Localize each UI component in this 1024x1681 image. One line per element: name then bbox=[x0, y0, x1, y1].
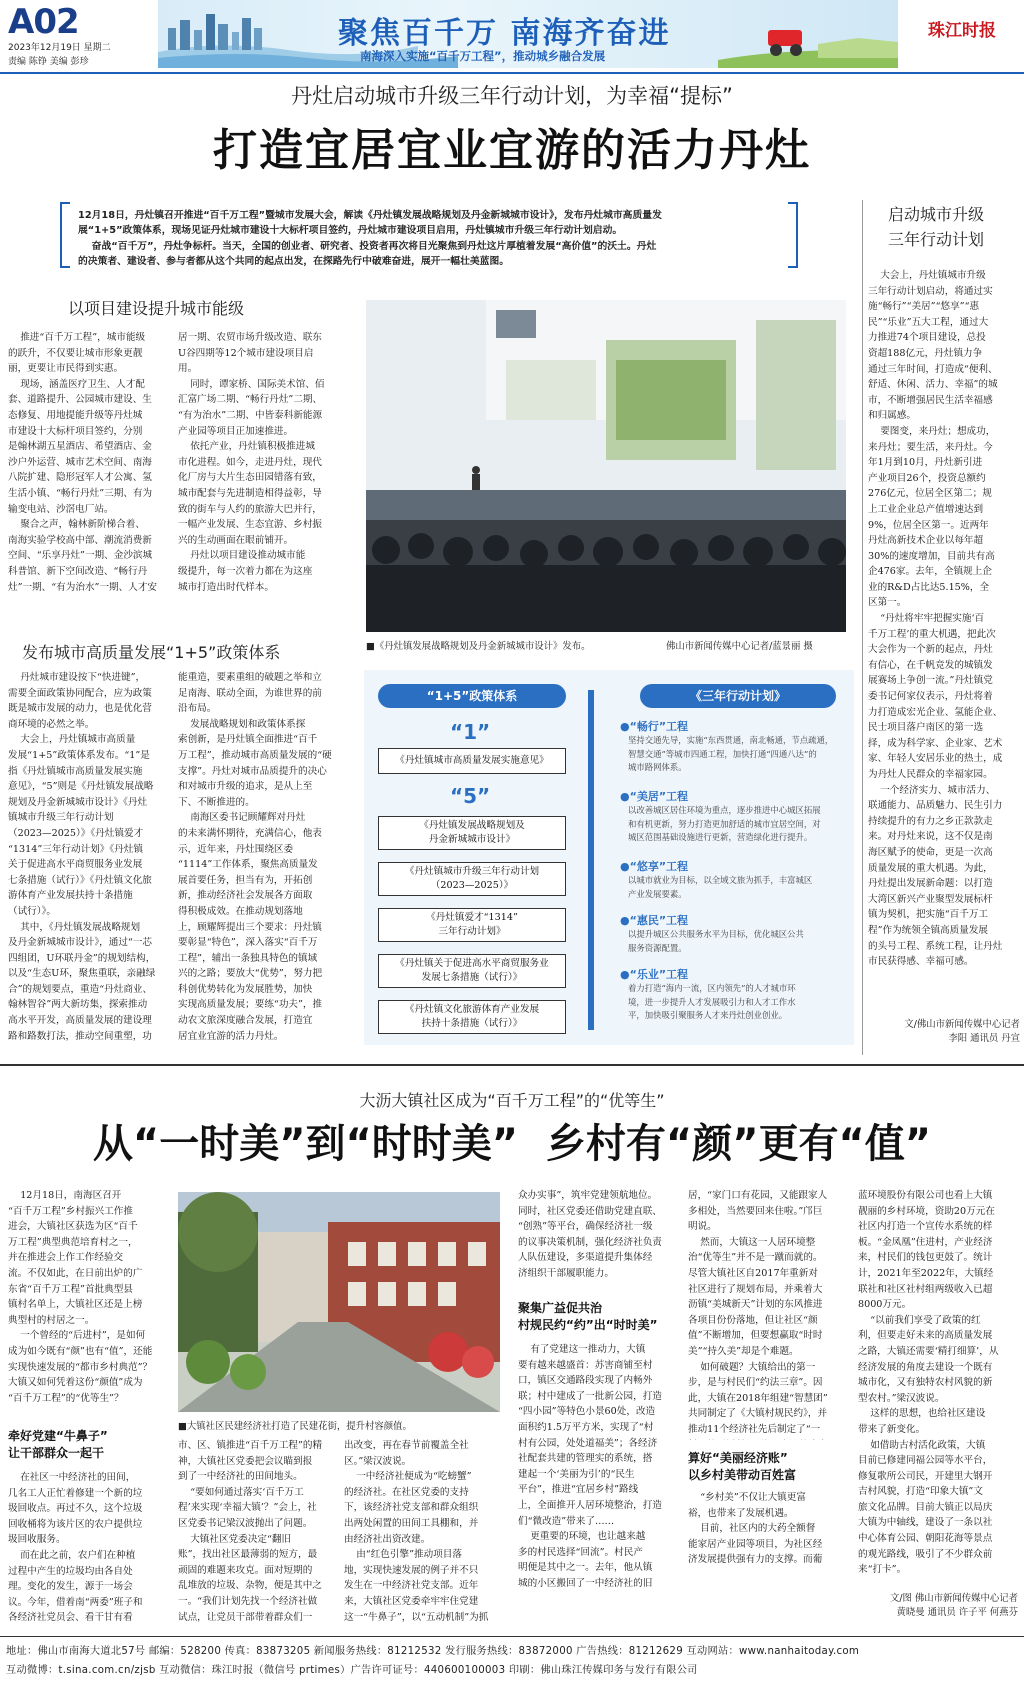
article-divider bbox=[0, 1064, 1024, 1066]
diagram-right-title: 《三年行动计划》 bbox=[640, 684, 836, 708]
photo2-caption: ■大镇社区民建经济社打造了民建花街，提升村容颜值。 bbox=[178, 1421, 412, 1432]
sidebar-byline: 文/佛山市新闻传媒中心记者 李阳 通讯员 丹宣 bbox=[904, 1019, 1020, 1044]
article1-sec2-col1: 丹灶城市建设按下“快进键”， 需要全面政策协同配合，应为政策 既是城市发展的动力，也是优化营 商环境的必然之举。 大会上，丹灶镇城市高质量 发展“1+5”政策体系发布。“1”是 指《丹灶镇城市高质量发展实施 意见》，“5”则是《丹灶镇发展战略 规划及丹金新城城市设计》《丹灶 镇城市升级三年行动计划 （2023—2025）》《丹灶镇爱才 “1314”三年行动计划》《丹灶镇 关于促进高水平商贸服务业发展 七条措施（试行）》《丹灶镇文化旅 游体育产业发展扶持十条措施 （试行）》。 其中，《丹灶镇发展战略规划 及丹金新城城市设计》，通过“一芯 四组团，U环联丹金”的规划结构， 以及“生态U环，聚焦重联，亲融绿 合”的规划要点，重造“丹灶商业、 翰林智谷”两大新坊集，探索推动 高水平开发，高质量发展的建设理 路和路数打法，推动空间重塑，功 bbox=[8, 672, 156, 1042]
article2-kicker: 大沥大镇社区成为“百千万工程”的“优等生” bbox=[359, 1091, 665, 1110]
plan-desc-3: 以城市就业为目标，以全域文旅为抓手，丰富城区 产业发展要素。 bbox=[628, 875, 813, 899]
section-heading-2: 发布城市高质量发展“1+5”政策体系 bbox=[22, 643, 281, 662]
article2-subhead-3: 算好“美丽经济账” 以乡村美带动百姓富 bbox=[688, 1451, 797, 1482]
banner-title: 聚焦百千万 南海齐奋进 bbox=[338, 16, 671, 51]
article2-subhead-1: 牵好党建“牛鼻子” 让干部群众一起干 bbox=[8, 1429, 108, 1460]
header-rule bbox=[0, 72, 1024, 74]
policy-box-2-text: 《丹灶镇发展战略规划及 丹金新城城市设计》 bbox=[419, 820, 525, 845]
policy-box-3-text: 《丹灶镇城市升级三年行动计划 （2023—2025）》 bbox=[404, 866, 540, 891]
policy-box-4-text: 《丹灶镇爱才“1314” 三年行动计划》 bbox=[426, 912, 518, 937]
article1-sec1-col1: 推进“百千万工程”，城市能级 的跃升，不仅要让城市形象更靓 丽，更要让市民得到实惠。 现场，涵盖医疗卫生、人才配 套、道路提升、公园城市建设、生 态修复、用地提能升级等丹灶城 市建设十大标杆项目签约，分别 是翰林湖五星酒店、希望酒店、金 沙户外运营、城市艺术空间、南海 八院扩建、隐形冠军人才公寓、氢 生活小镇、“畅行丹灶”三期、有为 输变电站、沙滘电厂站。 聚合之声，翰林新阶梯合着、 南海实验学校高中部、潮流消费新 空间、“乐享丹灶”一期、金沙滨城 科普馆、新下空间改造、“畅行丹 灶”一期、“有为治水”一期、人才安 bbox=[8, 332, 158, 593]
policy-box-1: 《丹灶镇城市高质量发展实施意见》 bbox=[378, 748, 566, 774]
issue-date: 2023年12月19日 星期二 bbox=[8, 43, 111, 53]
photo1-credit: 佛山市新闻传媒中心记者/蓝景丽 摄 bbox=[666, 641, 813, 652]
plan-desc-4: 以提升城区公共服务水平为目标，优化城区公共 服务资源配置。 bbox=[628, 929, 804, 953]
plan-name-1: ●“畅行”工程 bbox=[620, 720, 689, 733]
policy-box-5 bbox=[378, 954, 566, 988]
plan-name-3: ●“悠享”工程 bbox=[620, 860, 689, 873]
sidebar-body: 大会上，丹灶镇城市升级 三年行动计划启动，将通过实 施“畅行”“美居”“悠享”“惠 民”“乐业”五大工程，通过大 力推进74个项目建设，总投 资超188亿元，丹灶镇力争 通过三年时间，打造成“便利、 舒适、休闲、活力、幸福”的城 市，不断增强居民生活幸福感 和归属感。 要图变，来丹灶；想成功， 来丹灶；要生活，来丹灶。今 年1月到10月，丹灶新引进 产业项目26个，投资总额约 276亿元，位居全区第二；规 上工业企业总产值增速达到 9%，位居全区第一。近两年 丹灶高新技术企业以每年超 30%的速度增加，目前共有高 企476家。去年，全镇规上企 业的R&D占比达5.15%，全 区第一。 “丹灶将牢牢把握实施‘百 千万工程’的重大机遇，把此次 大会作为一个新的起点，丹灶 有信心，在千帆竞发的城镇发 展赛场上争创一流。”丹灶镇党 委书记何家仪表示，丹灶将着 力打造成宏光企业、氢能企业、 民士项目落户南区的第一选 择，成为科学家、企业家、艺术 家、年轻人安居乐业的热土，成 为丹灶人民群众的幸福家园。 一个经济实力、城市活力、 联通能力、品质魅力、民生引力 持续提升的有力之乡正款款走 来。对丹灶来说，这不仅是南 海区赋予的使命，更是一次高 质量发展的重大机遇。为此， 丹灶提出发展新命题：以打造 大湾区新兴产业聚型发展标杆 镇为契机，把实施“百千万工 程”作为统领全镇高质量发展 的头号工程、系统工程，让丹灶 市民获得感、幸福可感。 bbox=[868, 270, 1003, 968]
sidebar-rule bbox=[862, 200, 863, 1055]
plan-name-2: ●“美居”工程 bbox=[620, 790, 689, 803]
article1-kicker: 丹灶启动城市升级三年行动计划，为幸福“提标” bbox=[291, 84, 733, 108]
article2-col3: 出改变，再在春节前覆盖全社 区。”梁汉波说。 一中经济社便成为“吃螃蟹” 的经济社。在社区党委的支持 下，该经济社党支部和群众组织 出两处闲置的田间工具棚和，并 由经济社出资改建。 由“红色引擎”推动项目落 地，实现快速发展的例子并不只 发生在一中经济社党支部。近年 来，大镇社区党委牵牢牢住党建 这一“牛鼻子”，以“五动机制”为抓 bbox=[344, 1440, 489, 1623]
footer-publish-line: 互动微博：t.sina.com.cn/zjsb 互动微信：珠江时报（微信号 prtimes）广告许可证号：440600100003 印刷：佛山珠江传媒印务与发行有限公司 bbox=[6, 1665, 698, 1676]
plan-name-5: ●“乐业”工程 bbox=[620, 968, 689, 981]
diagram-left-title: “1+5”政策体系 bbox=[378, 684, 566, 708]
policy-box-6 bbox=[378, 1000, 566, 1034]
article2-col3-top: 众办实事”，筑牢党建领航地位。 同时，社区党委还借助党建直联、 “创熟”等平台，确保经济社一级 的议事决策机制，强化经济社负责 人队伍建设，多渠道提升集体经 济组织干部履职能力。 bbox=[518, 1190, 662, 1279]
policy-box-5-text: 《丹灶镇关于促进高水平商贸服务业 发展七条措施（试行）》 bbox=[395, 958, 549, 983]
article2-col4: 居，“家门口有花园，又能跟家人 多相处，当然要回来住啦。”邝巨 明说。 然而，大镇这一人居环境整 治“优等生”并不是一蹴而就的。 尽管大镇社区自2017年重新对 社区进行了规划布局，并乘着大 沥镇“美城新天”计划的东风推进 各项目份份落地，但让社区“颜 值”不断增加，但要想赢取“时时 美”“持久美”却是个难题。 如何破题？大镇给出的第一 步，是与村民们“约法三章”。因 此，大镇在2018年组建“智慧团” 共同制定了《大镇村规民约》，并 推动11个经济社先后制定了“一 bbox=[688, 1190, 828, 1435]
banner-subtitle: 南海深入实施“百千万工程”，推动城乡融合发展 bbox=[360, 49, 606, 63]
plan-desc-5: 着力打造“海内一流，区内领先”的人才城市环 境，进一步提升人才发展吸引力和人才工作水 平，加快吸引聚服务人才来丹灶创业创业。 bbox=[628, 983, 796, 1021]
editor-credit: 责编 陈铮 美编 彭珍 bbox=[8, 57, 89, 67]
sidebar-title: 启动城市升级 三年行动计划 bbox=[888, 205, 985, 249]
footer-rule bbox=[0, 1636, 1024, 1637]
section-heading-1: 以项目建设提升城市能级 bbox=[68, 299, 245, 318]
newspaper-masthead: 珠江时报 bbox=[928, 21, 996, 41]
lead-bracket-left bbox=[60, 202, 70, 268]
page-number: A02 bbox=[8, 2, 79, 42]
article1-sec2-col2: 能重造，要素重组的破题之举和立 足南海、联动全面，为谁世界的前 沿布局。 发展战略规划和政策体系探 索创新，是丹灶镇全面推进“百千 万工程”，推动城市高质量发展的“硬 支撑”。丹灶对城市品质提升的决心 和对城市升级的追求，是从上至 下、不断推进的。 南海区委书记顾耀辉对丹灶 的未来满怀期待，充满信心，他表 示，近年来，丹灶围绕区委 “1114”工作体系，聚焦高质量发 展首要任务，担当有为，开拓创 新，推动经济社会发展各方面取 得积极成效。在推动规划落地 上，顾耀辉提出三个要求：丹灶镇 要彰显“特色”，深入落实“百千万 工程”，辅出一条独具特色的镇域 兴的之路；要放大“优势”，努力把 科创优势转化为发展胜势，加快 实现高质量发展；要练“功夫”，推 动农文旅深度融合发展，打造宜 居宜业宜游的活力丹灶。 bbox=[178, 672, 332, 1042]
diagram-label-5: “5” bbox=[450, 784, 491, 808]
article1-headline: 打造宜居宜业宜游的活力丹灶 bbox=[213, 125, 811, 176]
article2-headline: 从“一时美”到“时时美” 乡村有“颜”更有“值” bbox=[92, 1121, 932, 1167]
photo-conference-stage bbox=[366, 300, 846, 632]
policy-box-2 bbox=[378, 816, 566, 850]
diagram-label-1: “1” bbox=[450, 720, 491, 744]
footer-contact-line: 地址：佛山市南海大道北57号 邮编：528200 传真：83873205 新闻服务热线：81212532 发行服务热线：83872000 广告热线：81212629 互动网站：www.nanhaitoday.com bbox=[6, 1646, 860, 1657]
diagram-spine bbox=[588, 690, 594, 1030]
article2-col2b: 市、区、镇推进“百千万工程”的精 神，大镇社区党委把会议瞄到报 到了一中经济社的田间地头。 “要如何通过落实‘百千万工 程’来实现‘幸福大镇’？”会上，社 区党委书记梁汉波抛出了问题。 大镇社区党委决定“翻旧 账”，找出社区最薄弱的短方，最 顽固的难题来攻克。面对短期的 乱堆放的垃圾、杂物，便是其中之 一。“我们计划先找一个经济社做 试点，让党员干部带着群众们一 bbox=[178, 1440, 323, 1623]
policy-box-4 bbox=[378, 908, 566, 942]
photo-village-street bbox=[178, 1192, 500, 1412]
village-street-illustration bbox=[178, 1192, 500, 1412]
photo1-caption: ■《丹灶镇发展战略规划及丹金新城城市设计》发布。 bbox=[366, 641, 591, 652]
article2-col4b: “乡村美”不仅让大镇更富 裕，也带来了发展机遇。 目前，社区内的大药全额督 能家居产业园等项目，为社区经 济发展提供强有力的支撑。而葡 bbox=[688, 1492, 823, 1566]
stage-photo-illustration bbox=[366, 300, 846, 632]
plan-desc-2: 以改善城区居住环境为重点，逐步推进中心城区拓展 和有机更新，努力打造更加舒适的城市宜居空间，对 城区范围基础设施进行更新，营造绿化进行提升。 bbox=[628, 805, 821, 843]
article2-subhead-2: 聚集广益促共治 村规民约“约”出“时时美” bbox=[518, 1301, 658, 1332]
article2-col1b: 在社区一中经济社的田间， 几名工人正忙着修建一个新的垃 圾回收点。再过不久，这个垃圾 回收桶将为该片区的农户提供垃 圾回收服务。 而在此之前，农户们在种植 过程中产生的垃圾均由各自处 理。变化的发生，源于一场会 议。今年，借着南“两委”班子和 各经济社党员会、看干甘有看 bbox=[8, 1472, 143, 1624]
article1-sec1-col2: 居一期、农贸市场升级改造、联东 U谷四期等12个城市建设项目启 用。 同时，谭家桥、国际美术馆、佰 汇富广场二期、“畅行丹灶”二期、 “有为治水”二期、中皆泰科新能源 产业园等项目正加速推进。 依托产业，丹灶镇积极推进城 市化进程。如今，走进丹灶，现代 化厂房与大片生态田园错落有致， 城市配套与先进制造相得益彰，导 致的街车与人约的旅游大巴并行， 一幅产业发展、生态宜游、乡村振 兴的生动画面在眼前铺开。 丹灶以项目建设推动城市能 级提升，每一次着力都在为这座 城市打造出时代样本。 bbox=[178, 332, 325, 593]
plan-desc-1: 坚持交通先导，实施“东西贯通，南北畅通，节点疏通， 智慧交通”等城市四通工程，加快打通“四通八达”的 城市路网体系。 bbox=[628, 735, 834, 773]
article2-col5: 蓝环境股份有限公司也看上大镇 靓丽的乡村环境，资助20万元在 社区内打造一个宣传水系统的样 板。“金凤凰”住进村，产业经济 来，村民们的钱包更鼓了。统计 计，2021年至2022年，大镇经 联社和社区社村组两级收入已超 8000万元。 “以前我们享受了政策的红 利，但要走好未来的高质量发展 之路，大镇还需要‘精打细算’，从 经济发展的角度去建设一个既有 城市化，又有独特农村风貌的新 型农村。”梁汉波说。 这样的思想，也给社区建设 带来了新变化。 如借助古村活化政策，大镇 目前已修建同福公园等水平台， 修复歌所公司民，开建里大钢开 吉村风貌，打造“印象大镇”文 旅文化品牌。目前大镇正以局庆 大镇为中轴线，建设了一条以社 中心体育公园、朝阳花海等景点 的观光路线，吸引了不少群众前 来“打卡”。 bbox=[858, 1190, 999, 1576]
plan-name-4: ●“惠民”工程 bbox=[620, 914, 689, 927]
article2-byline: 文/图 佛山市新闻传媒中心记者 黄晓曼 通讯员 许子平 何燕芬 bbox=[889, 1593, 1018, 1618]
lead-bracket-right bbox=[788, 202, 798, 268]
article1-lead: 12月18日，丹灶镇召开推进“百千万工程”暨城市发展大会，解读《丹灶镇发展战略规划及丹金新城城市设计》，发布丹灶城市高质量发 展“1+5”政策体系，现场见证丹灶城市建设十大标杆项目签约，丹灶城市建设项目启用，丹灶镇城市升级三年行动计划启动。 奋战“百千万”，丹灶争标杆。当天，全国的创业者、研究者、投资者再次将目光聚焦到丹灶这片厚植着发展“高价值”的沃土。丹灶 的决策者、建设者、参与者都从这个共同的起点出发，在探路先行中破难奋进，展开一幅壮美蓝图。 bbox=[78, 210, 662, 268]
policy-box-6-text: 《丹灶镇文化旅游体育产业发展 扶持十条措施（试行）》 bbox=[404, 1004, 540, 1029]
article2-col3-mid: 有了党建这一推动力，大镇 要有越来越盛首：苏害商铺至村 口，镇区交通路段实现了内畅外 联；村中建成了一批新公园，打造 “四小园”等特色小景60处，改造 面积约1.5万平方米，实现了“村 村有公园，处处道福美”；各经济 社配套共建的管理实的系统，搭 建起一个‘美丽为引’的“民生 平台”，推进“宜居乡村”路线 上，全面推开人居环境整治，打造 们“微改造”带来了…… 更重要的环境，也让越来越 多的村民选择“回流”。村民产 明便是其中之一。去年，他从镇 城的小区搬回了一中经济社的旧 bbox=[518, 1344, 662, 1589]
policy-box-3 bbox=[378, 862, 566, 896]
article2-col1: 12月18日，南海区召开 “百千万工程”乡村振兴工作推 进会，大镇社区获选为区“百千 万工程”典型典范培育村之一， 并在推进会上作工作经验交 流。不仅如此，在日前出炉的广 东省“百千万工程”首批典型县 镇村名单上，大镇社区还是上榜 典型村的村居之一。 一个曾经的“后进村”，是如何 成为如今既有“颜”也有“值”，还能 实现快速发展的“都市乡村典范”？ 大镇又如何凭着这份“颜值”成为 “百千万工程”的“优等生”？ bbox=[8, 1190, 153, 1404]
